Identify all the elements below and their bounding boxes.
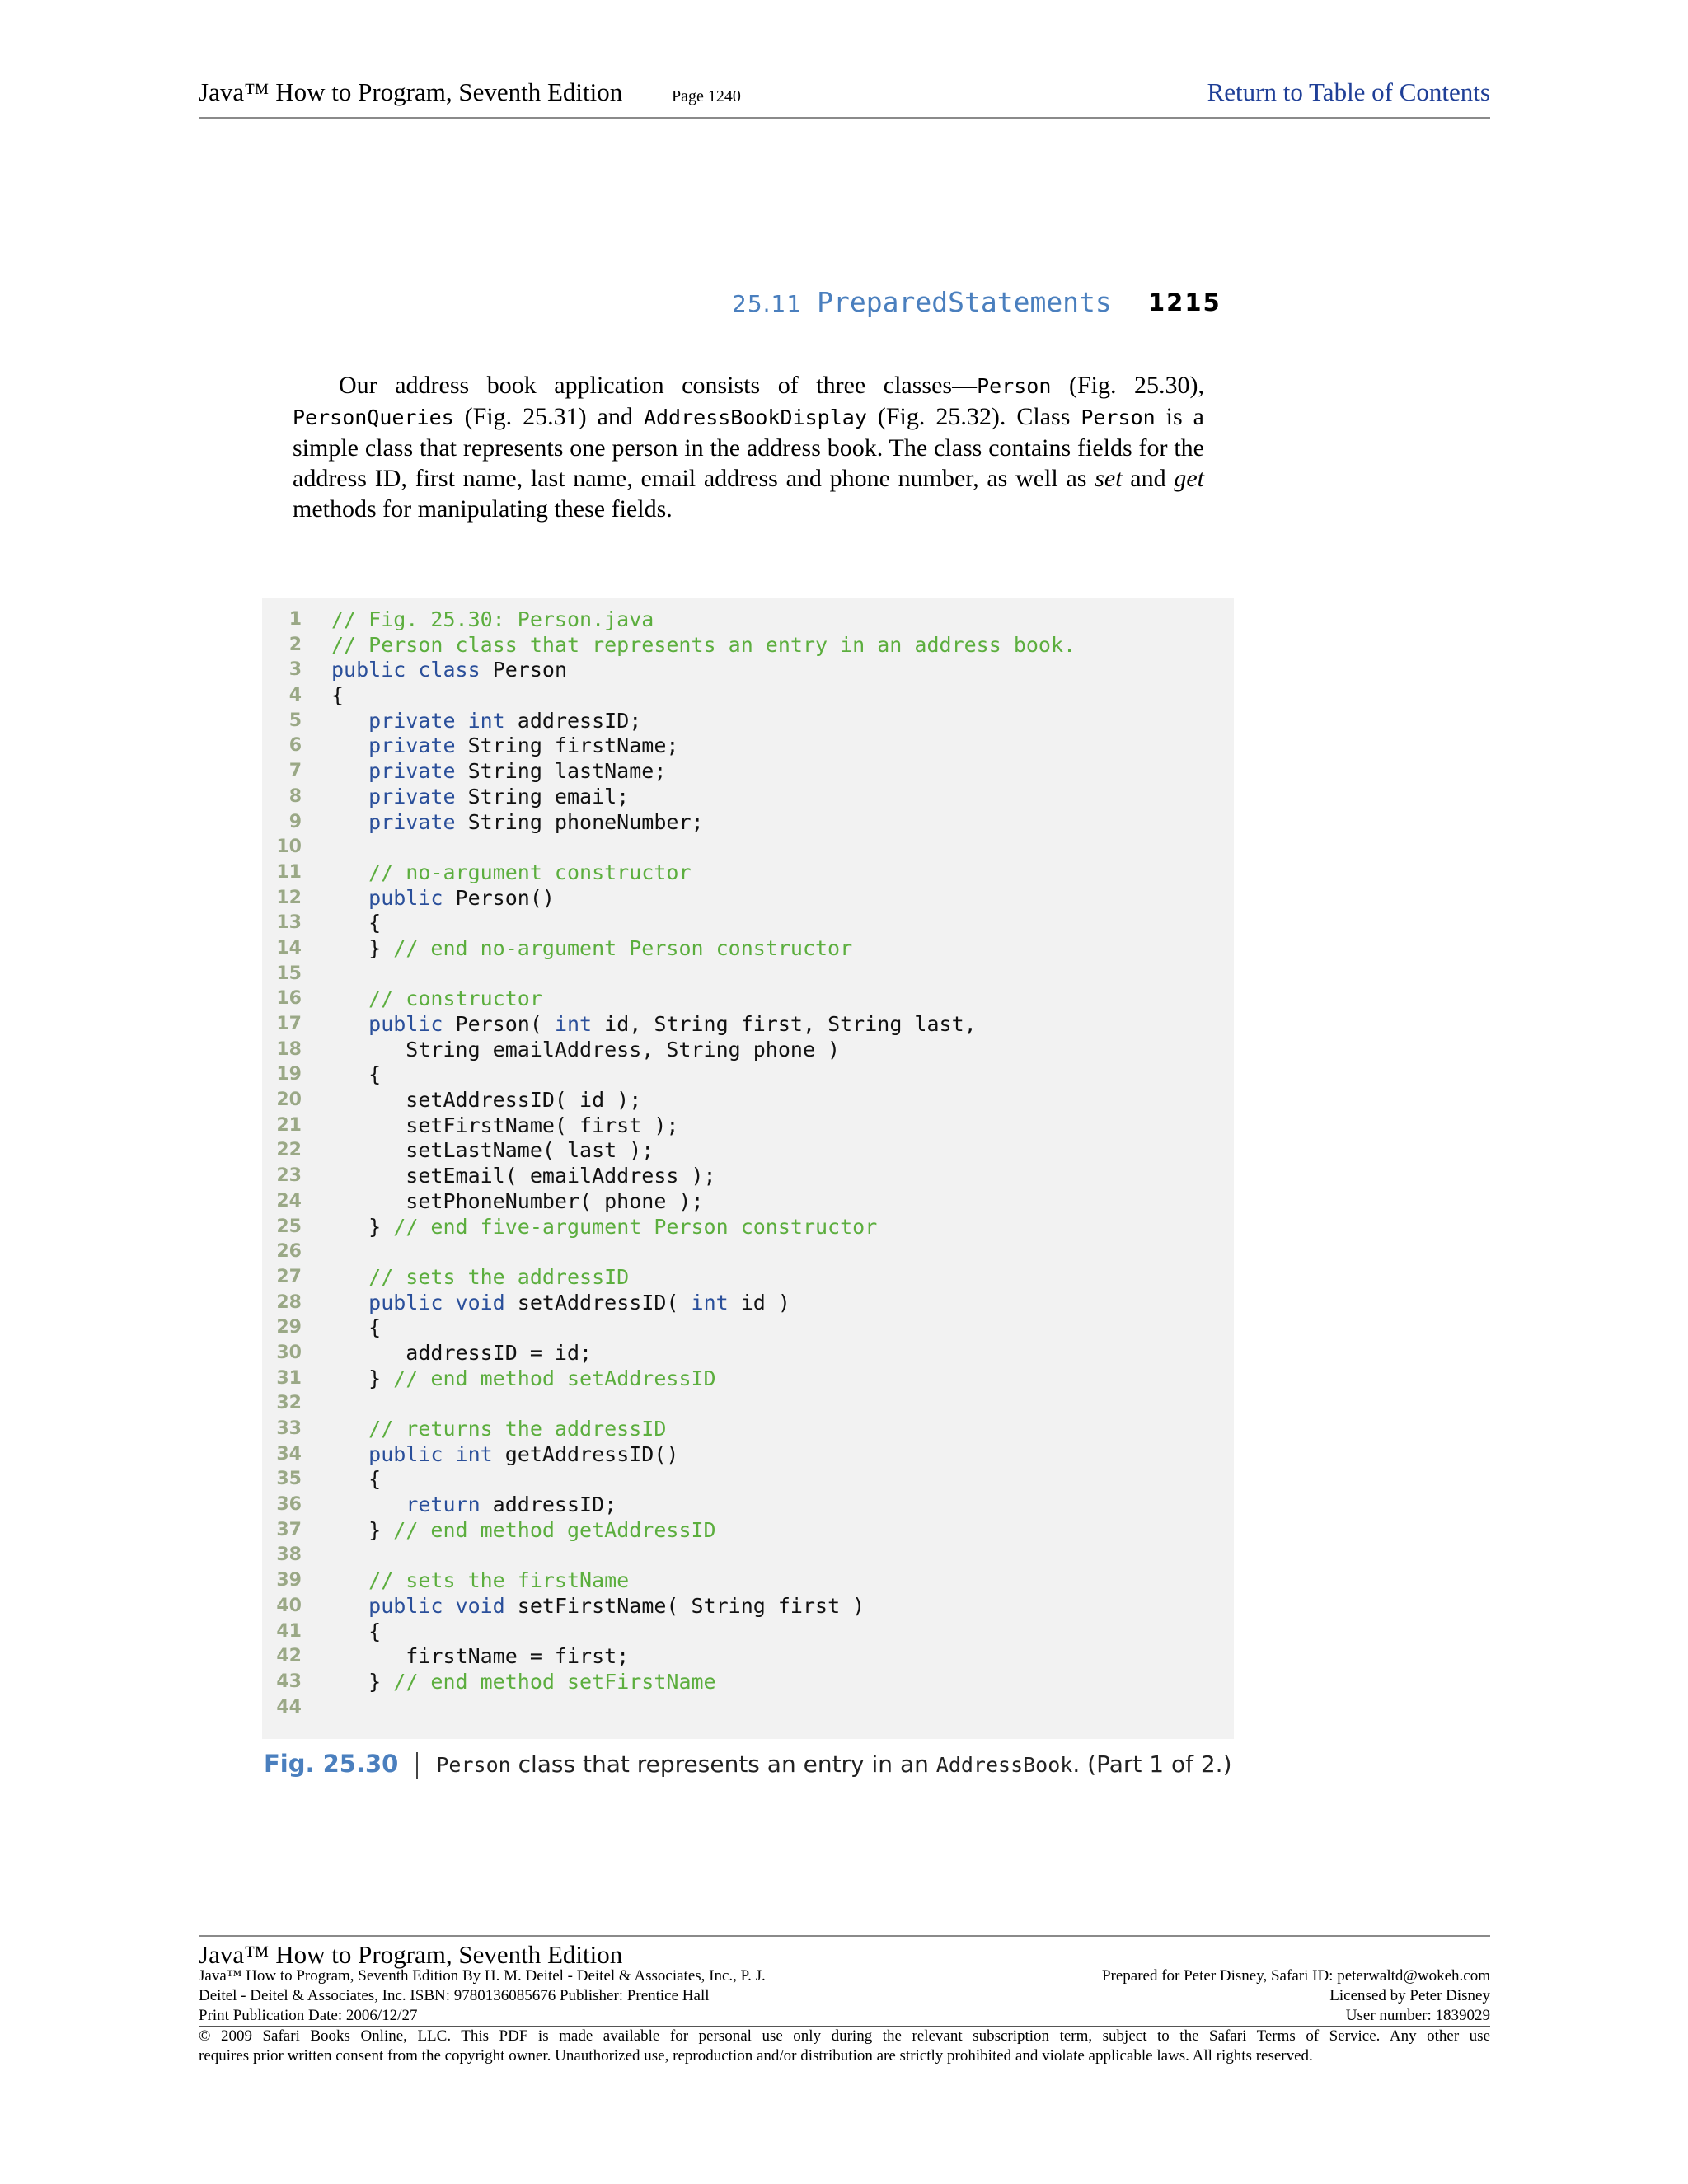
header-page-label: Page 1240 xyxy=(672,87,741,105)
line-number: 1 xyxy=(288,609,302,630)
code-text: { xyxy=(331,1467,382,1492)
para-text: and xyxy=(1122,465,1175,492)
code-line xyxy=(262,785,1234,810)
footer-line: Licensed by Peter Disney xyxy=(1329,1987,1490,2004)
para-text: methods for manipulating these fields. xyxy=(293,495,673,523)
code-line xyxy=(262,733,1234,759)
code-text: private String lastName; xyxy=(368,759,667,784)
footer-line: Java™ How to Program, Seventh Edition By H. M. Deitel - Deitel & Associates, Inc., P. J. xyxy=(199,1967,766,1985)
line-number: 9 xyxy=(288,811,302,832)
line-number: 24 xyxy=(276,1190,302,1212)
line-number: 11 xyxy=(276,861,302,883)
line-number: 38 xyxy=(276,1544,302,1566)
code-line xyxy=(262,1391,1234,1417)
code-text: private int addressID; xyxy=(368,708,642,733)
code-text: // sets the firstName xyxy=(368,1568,630,1593)
code-line xyxy=(262,1240,1234,1265)
body-paragraph xyxy=(293,370,1204,524)
code-line xyxy=(262,1442,1234,1468)
para-code: AddressBookDisplay xyxy=(643,405,867,429)
figure-caption xyxy=(264,1750,1232,1779)
code-line xyxy=(262,1543,1234,1568)
code-line xyxy=(262,810,1234,836)
code-text: { xyxy=(331,1619,382,1643)
code-line xyxy=(262,1366,1234,1392)
footer-copyright: requires prior written consent from the copyright owner. Unauthorized use, reproduction and/or distribution are strictly prohibited and violate applicable laws. All rights reserved. xyxy=(199,2047,1313,2064)
code-line xyxy=(262,1467,1234,1493)
code-text: } // end method setAddressID xyxy=(331,1366,716,1390)
code-text: setAddressID( id ); xyxy=(331,1088,642,1113)
line-number: 23 xyxy=(276,1165,302,1187)
line-number: 14 xyxy=(276,937,302,958)
caption-code: Person xyxy=(436,1753,511,1777)
line-number: 15 xyxy=(276,963,302,984)
code-text: public void setAddressID( int id ) xyxy=(368,1290,790,1315)
para-text: (Fig. 25.31) and xyxy=(453,403,644,430)
code-text: { xyxy=(331,911,382,935)
caption-text: . (Part 1 of 2.) xyxy=(1072,1750,1232,1778)
code-line xyxy=(262,1088,1234,1113)
line-number: 41 xyxy=(276,1620,302,1642)
code-text: } // end no-argument Person constructor xyxy=(331,935,853,960)
line-number: 2 xyxy=(288,634,302,655)
code-line xyxy=(262,1164,1234,1189)
line-number: 34 xyxy=(276,1443,302,1465)
code-line xyxy=(262,1062,1234,1088)
code-text: { xyxy=(331,683,345,708)
return-to-toc-link[interactable]: Return to Table of Contents xyxy=(1207,77,1490,106)
code-text: setEmail( emailAddress ); xyxy=(331,1164,716,1188)
footer-copyright: © 2009 Safari Books Online, LLC. This PDF is made available for personal use only during the relevant subscription term, subject to the Safari Terms of Service. Any other use xyxy=(199,2027,1490,2045)
line-number: 33 xyxy=(276,1418,302,1439)
code-line xyxy=(262,911,1234,936)
line-number: 6 xyxy=(288,735,302,757)
line-number: 8 xyxy=(288,785,302,807)
code-line xyxy=(262,1038,1234,1063)
line-number: 18 xyxy=(276,1038,302,1060)
line-number: 13 xyxy=(276,912,302,934)
para-code: PersonQueries xyxy=(293,405,454,429)
line-number: 37 xyxy=(276,1519,302,1540)
code-line xyxy=(262,1518,1234,1544)
code-line xyxy=(262,633,1234,658)
code-text: // constructor xyxy=(368,987,542,1011)
code-line xyxy=(262,1341,1234,1366)
code-text: } // end method getAddressID xyxy=(331,1517,716,1542)
line-number: 20 xyxy=(276,1090,302,1111)
code-text: public int getAddressID() xyxy=(368,1441,679,1466)
section-title: PreparedStatements xyxy=(817,286,1112,318)
code-line xyxy=(262,1594,1234,1619)
line-number: 26 xyxy=(276,1241,302,1263)
code-line xyxy=(262,1215,1234,1240)
para-code: Person xyxy=(977,374,1052,398)
line-number: 32 xyxy=(276,1393,302,1414)
line-number: 30 xyxy=(276,1342,302,1363)
figure-label: Fig. 25.30 xyxy=(264,1750,399,1778)
code-line xyxy=(262,1417,1234,1442)
line-number: 4 xyxy=(288,685,302,706)
footer-line: Deitel - Deitel & Associates, Inc. ISBN: 9780136085676 Publisher: Prentice Hall xyxy=(199,1987,710,2004)
line-number: 25 xyxy=(276,1216,302,1237)
code-text: setPhoneNumber( phone ); xyxy=(331,1188,704,1213)
caption-text: class that represents an entry in an xyxy=(510,1750,936,1778)
code-line xyxy=(262,835,1234,860)
code-line xyxy=(262,1695,1234,1721)
code-line xyxy=(262,936,1234,962)
code-text: // Fig. 25.30: Person.java xyxy=(331,607,654,631)
line-number: 40 xyxy=(276,1595,302,1616)
line-number: 17 xyxy=(276,1014,302,1034)
footer-line: Print Publication Date: 2006/12/27 xyxy=(199,2007,418,2024)
code-text: { xyxy=(331,1315,382,1340)
code-text: // Person class that represents an entry in an address book. xyxy=(331,632,1076,657)
code-text: public class Person xyxy=(331,658,567,682)
code-line xyxy=(262,759,1234,785)
code-line xyxy=(262,1315,1234,1341)
para-italic: set xyxy=(1095,465,1123,492)
code-text: setLastName( last ); xyxy=(331,1138,654,1163)
header-book-title: Java™ How to Program, Seventh Edition xyxy=(199,77,623,106)
code-text: // returns the addressID xyxy=(368,1417,667,1441)
code-text: setFirstName( first ); xyxy=(331,1113,679,1137)
footer-book-title: Java™ How to Program, Seventh Edition xyxy=(199,1940,623,1969)
line-number: 42 xyxy=(276,1646,302,1667)
code-line xyxy=(262,1568,1234,1594)
para-text: is a simple class that represents one person in the address book. The class contains fields for the address ID, first name, last name, email address and phone number, as well as xyxy=(293,403,1204,492)
code-text: } // end method setFirstName xyxy=(331,1669,716,1694)
code-line xyxy=(262,962,1234,987)
code-line xyxy=(262,1113,1234,1139)
footer-publication-info xyxy=(199,1966,940,2026)
para-text: Our address book application consists of three classes— xyxy=(339,372,978,399)
para-text: (Fig. 25.32). Class xyxy=(866,403,1081,430)
line-number: 5 xyxy=(288,710,302,731)
line-number: 44 xyxy=(276,1696,302,1718)
code-line xyxy=(262,1265,1234,1291)
line-number: 19 xyxy=(276,1064,302,1085)
footer-line: User number: 1839029 xyxy=(1345,2007,1490,2024)
line-number: 31 xyxy=(276,1367,302,1389)
line-number: 12 xyxy=(276,887,302,908)
code-text: // no-argument constructor xyxy=(368,860,692,884)
code-text: private String phoneNumber; xyxy=(368,809,704,834)
para-text: (Fig. 25.30), xyxy=(1051,372,1205,399)
code-line xyxy=(262,1012,1234,1038)
code-text: public void setFirstName( String first ) xyxy=(368,1593,865,1618)
footer-license-info xyxy=(913,1966,1490,2026)
line-number: 39 xyxy=(276,1570,302,1591)
line-number: 36 xyxy=(276,1494,302,1516)
line-number: 7 xyxy=(288,761,302,782)
code-line xyxy=(262,658,1234,683)
code-text: { xyxy=(331,1062,382,1087)
code-line xyxy=(262,1670,1234,1695)
code-line xyxy=(262,886,1234,912)
line-number: 28 xyxy=(276,1291,302,1313)
code-text: firstName = first; xyxy=(331,1644,630,1669)
line-number: 10 xyxy=(276,837,302,858)
code-line xyxy=(262,1619,1234,1645)
code-line xyxy=(262,1138,1234,1164)
section-heading xyxy=(732,286,1112,318)
footer-divider xyxy=(199,1935,1490,1937)
code-line xyxy=(262,607,1234,633)
code-line xyxy=(262,709,1234,734)
code-text: public Person( int id, String first, String last, xyxy=(368,1012,977,1036)
page-number: 1215 xyxy=(1148,288,1221,316)
line-number: 27 xyxy=(276,1266,302,1287)
code-text: private String email; xyxy=(368,784,630,808)
caption-code: AddressBook xyxy=(935,1753,1073,1777)
line-number: 29 xyxy=(276,1317,302,1338)
line-number: 3 xyxy=(288,659,302,681)
line-number: 22 xyxy=(276,1140,302,1161)
running-header xyxy=(199,74,1490,119)
code-line xyxy=(262,1644,1234,1670)
code-text: addressID = id; xyxy=(331,1340,593,1365)
code-text: return addressID; xyxy=(406,1493,617,1517)
code-line xyxy=(262,683,1234,709)
line-number: 43 xyxy=(276,1671,302,1692)
footer-line: Prepared for Peter Disney, Safari ID: peterwaltd@wokeh.com xyxy=(1101,1967,1490,1985)
section-number: 25.11 xyxy=(732,290,803,317)
code-text: } // end five-argument Person constructor xyxy=(331,1214,878,1239)
code-text: private String firstName; xyxy=(368,733,679,758)
code-line xyxy=(262,1189,1234,1215)
line-number: 16 xyxy=(276,988,302,1010)
code-line xyxy=(262,1291,1234,1316)
code-line xyxy=(262,860,1234,886)
para-italic: get xyxy=(1174,465,1204,492)
caption-divider xyxy=(416,1752,418,1779)
code-line xyxy=(262,987,1234,1012)
code-text: // sets the addressID xyxy=(368,1264,630,1289)
line-number: 21 xyxy=(276,1114,302,1136)
code-line xyxy=(262,1493,1234,1518)
para-code: Person xyxy=(1081,405,1156,429)
line-number: 35 xyxy=(276,1469,302,1490)
code-listing xyxy=(262,607,1234,1720)
code-text: String emailAddress, String phone ) xyxy=(331,1037,841,1062)
code-text: public Person() xyxy=(368,885,555,910)
